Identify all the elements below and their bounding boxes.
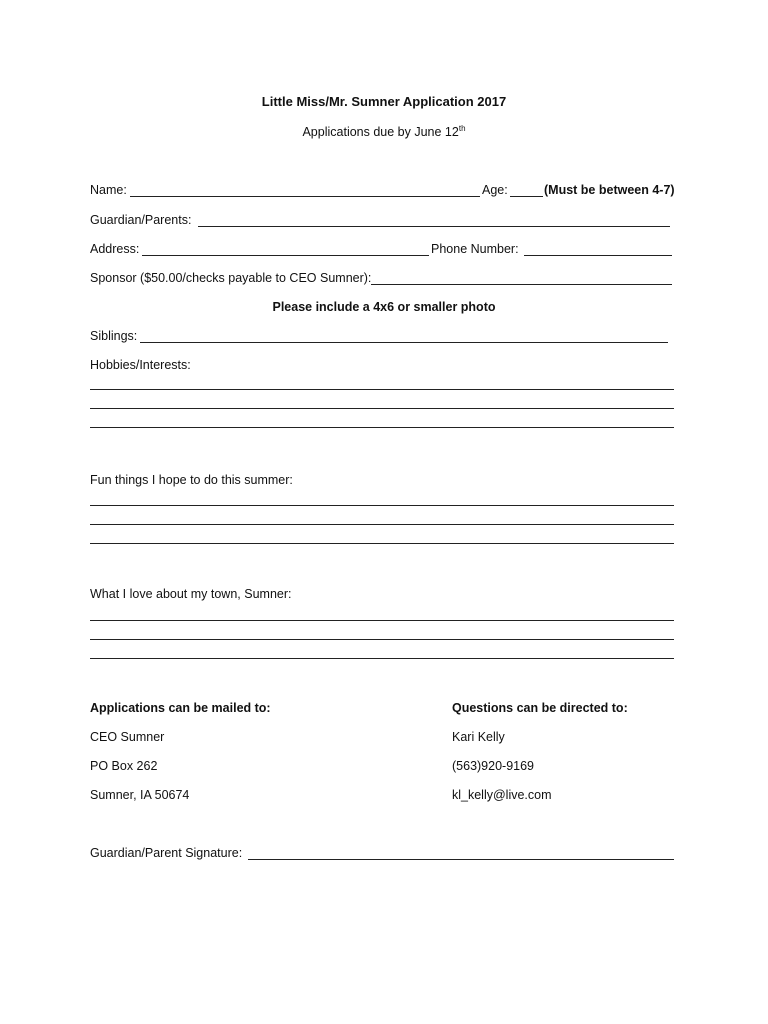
hobbies-line-2[interactable] bbox=[90, 408, 674, 409]
address-label: Address: bbox=[90, 242, 140, 256]
contact-email: kl_kelly@live.com bbox=[452, 788, 552, 802]
love-line-1[interactable] bbox=[90, 620, 674, 621]
mail-line-2: PO Box 262 bbox=[90, 759, 158, 773]
contact-phone: (563)920-9169 bbox=[452, 759, 535, 773]
love-line-2[interactable] bbox=[90, 639, 674, 640]
fun-line-2[interactable] bbox=[90, 524, 674, 525]
siblings-label: Siblings: bbox=[90, 329, 138, 343]
age-field-line[interactable] bbox=[510, 196, 543, 197]
questions-heading: Questions can be directed to: bbox=[452, 701, 628, 715]
age-note: (Must be between 4-7) bbox=[544, 183, 675, 197]
form-title: Little Miss/Mr. Sumner Application 2017 bbox=[261, 94, 507, 109]
name-label: Name: bbox=[90, 183, 127, 197]
due-date bbox=[0, 124, 768, 140]
signature-field-line[interactable] bbox=[248, 859, 674, 860]
love-label: What I love about my town, Sumner: bbox=[90, 587, 292, 601]
hobbies-line-1[interactable] bbox=[90, 389, 674, 390]
fun-line-1[interactable] bbox=[90, 505, 674, 506]
due-suffix: th bbox=[458, 123, 466, 133]
mail-line-1: CEO Sumner bbox=[90, 730, 165, 744]
address-field-line[interactable] bbox=[142, 255, 429, 256]
sponsor-field-line[interactable] bbox=[371, 284, 672, 285]
due-text: Applications due by June 12 bbox=[302, 125, 459, 139]
mail-line-3: Sumner, IA 50674 bbox=[90, 788, 190, 802]
sponsor-label: Sponsor ($50.00/checks payable to CEO Sumner): bbox=[90, 271, 372, 285]
photo-note: Please include a 4x6 or smaller photo bbox=[272, 300, 496, 314]
guardian-label: Guardian/Parents: bbox=[90, 213, 192, 227]
hobbies-label: Hobbies/Interests: bbox=[90, 358, 191, 372]
phone-label: Phone Number: bbox=[431, 242, 519, 256]
siblings-field-line[interactable] bbox=[140, 342, 668, 343]
love-line-3[interactable] bbox=[90, 658, 674, 659]
contact-name: Kari Kelly bbox=[452, 730, 505, 744]
signature-label: Guardian/Parent Signature: bbox=[90, 846, 243, 860]
age-label: Age: bbox=[482, 183, 508, 197]
phone-field-line[interactable] bbox=[524, 255, 672, 256]
mail-heading: Applications can be mailed to: bbox=[90, 701, 271, 715]
guardian-field-line[interactable] bbox=[198, 226, 670, 227]
fun-line-3[interactable] bbox=[90, 543, 674, 544]
fun-label: Fun things I hope to do this summer: bbox=[90, 473, 293, 487]
hobbies-line-3[interactable] bbox=[90, 427, 674, 428]
name-field-line[interactable] bbox=[130, 196, 480, 197]
